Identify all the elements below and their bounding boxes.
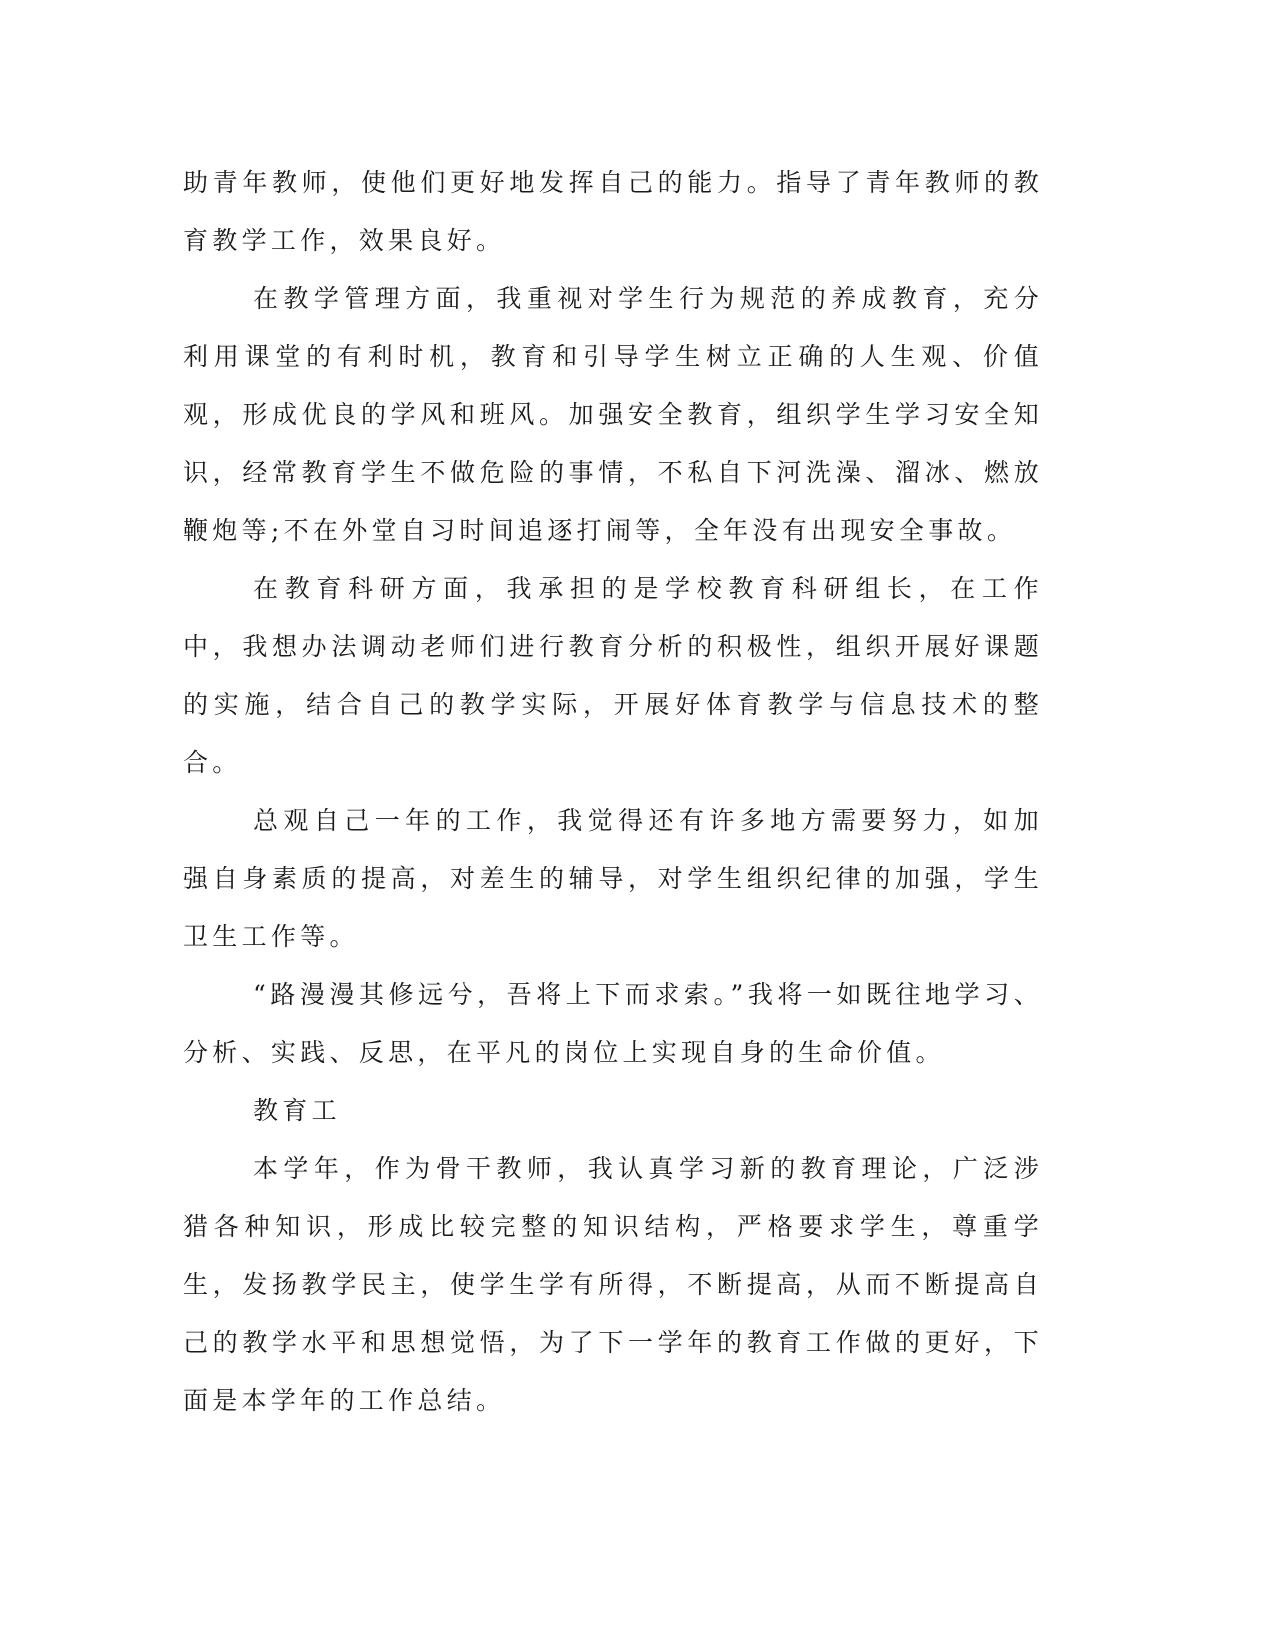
- paragraph: 在教育科研方面，我承担的是学校教育科研组长，在工作中，我想办法调动老师们进行教育分析的积极性，组织开展好课题的实施，结合自己的教学实际，开展好体育教学与信息技术的整合。: [183, 574, 1043, 777]
- document-body: [183, 154, 1043, 1430]
- paragraph: 总观自己一年的工作，我觉得还有许多地方需要努力，如加强自身素质的提高，对差生的辅导，对学生组织纪律的加强，学生卫生工作等。: [183, 806, 1043, 951]
- paragraph: 助青年教师，使他们更好地发挥自己的能力。指导了青年教师的教育教学工作，效果良好。: [183, 168, 1043, 255]
- section-heading: 教育工: [253, 1096, 341, 1125]
- paragraph: 本学年，作为骨干教师，我认真学习新的教育理论，广泛涉猎各种知识，形成比较完整的知识结构，严格要求学生，尊重学生，发扬教学民主，使学生学有所得，不断提高，从而不断提高自己的教学水平和思想觉悟，为了下一学年的教育工作做的更好，下面是本学年的工作总结。: [183, 1154, 1043, 1415]
- paragraph: 在教学管理方面，我重视对学生行为规范的养成教育，充分利用课堂的有利时机，教育和引导学生树立正确的人生观、价值观，形成优良的学风和班风。加强安全教育，组织学生学习安全知识，经常教育学生不做危险的事情，不私自下河洗澡、溜冰、燃放鞭炮等;不在外堂自习时间追逐打闹等，全年没有出现安全事故。: [183, 284, 1043, 545]
- paragraph: “路漫漫其修远兮，吾将上下而求索。”我将一如既往地学习、分析、实践、反思，在平凡的岗位上实现自身的生命价值。: [183, 980, 1043, 1067]
